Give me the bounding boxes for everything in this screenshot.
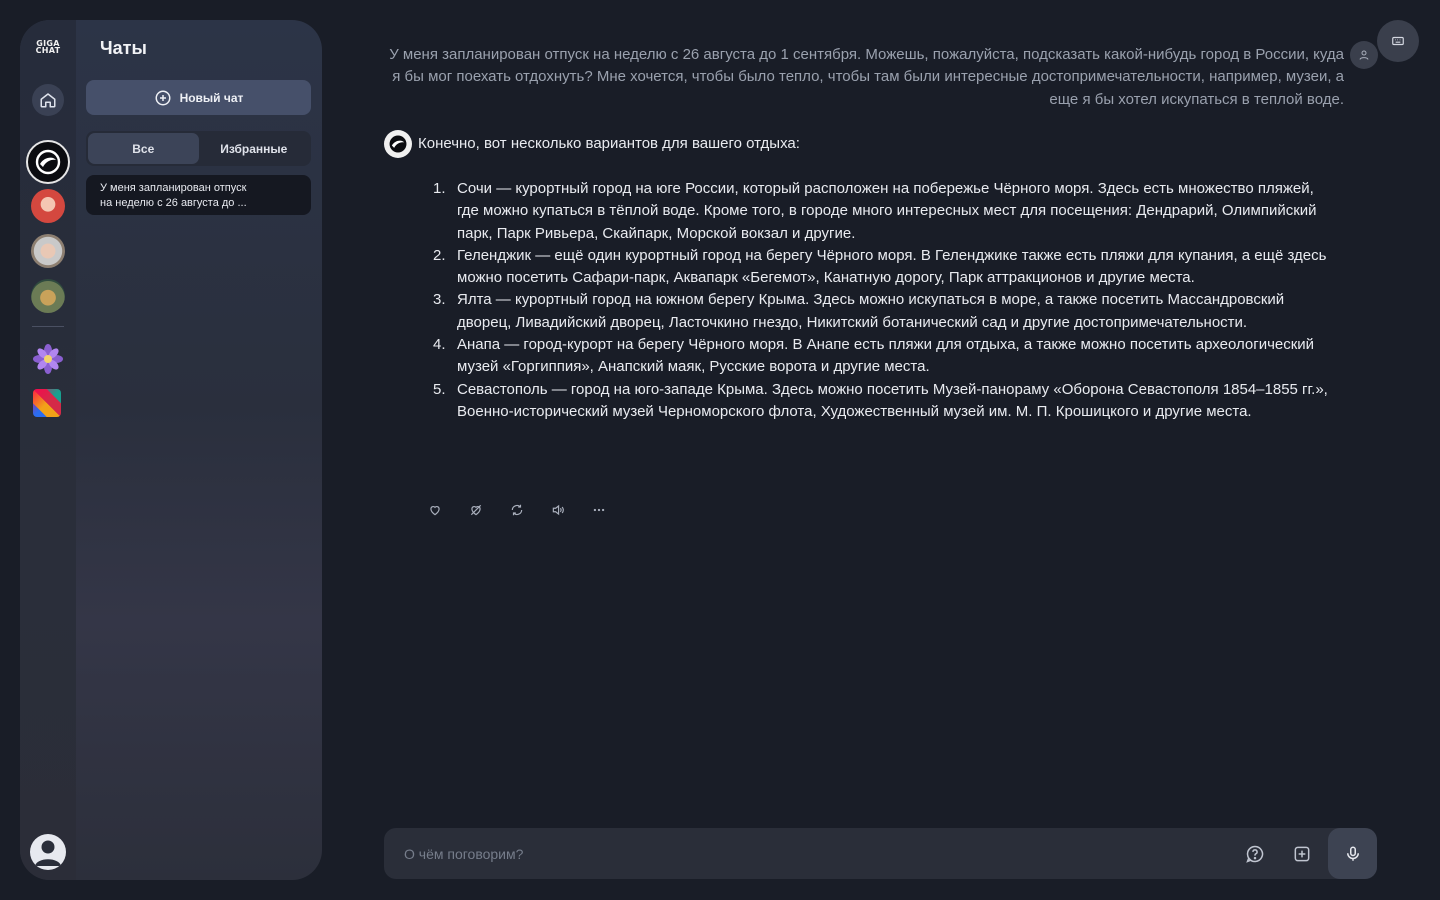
rail-divider — [32, 326, 64, 327]
chat-list-item[interactable] — [86, 175, 311, 215]
read-aloud-button[interactable] — [550, 502, 566, 518]
new-chat-label: Новый чат — [179, 90, 244, 105]
message-composer — [384, 828, 1377, 879]
tab-favorites[interactable]: Избранные — [220, 141, 288, 156]
tab-all[interactable]: Все — [88, 133, 199, 164]
list-item: 2. Геленджик — ещё один курортный город на берегу Чёрного моря. В Геленджике также есть пляжи для купания, а ещё здесь можно посетить Сафари-парк, Аквапарк «Бегемот», Канатную дорогу, Парк аттракционов и другие места. — [433, 246, 1327, 287]
list-item: 3. Ялта — курортный город на южном берегу Крыма. Здесь можно искупаться в море, а также посетить Массандровский дворец, Ливадийский дворец, Ласточкино гнездо, Никитский ботанический сад и другие достопримечательности. — [433, 291, 1285, 331]
user-icon — [30, 834, 66, 870]
help-icon — [1245, 844, 1265, 864]
character-avatar-cat[interactable] — [31, 279, 65, 313]
heart-crossed-icon — [469, 503, 483, 517]
more-button[interactable] — [591, 502, 607, 518]
bot-intro-text: Конечно, вот несколько вариантов для вашего отдыха: — [418, 135, 800, 152]
new-chat-button[interactable] — [86, 80, 311, 115]
profile-button[interactable] — [30, 834, 66, 870]
regenerate-button[interactable] — [509, 502, 525, 518]
character-avatar-red[interactable] — [31, 189, 65, 223]
list-item: 4. Анапа — город-курорт на берегу Чёрного моря. В Анапе есть пляжи для отдыха, а также можно посетить археологический музей «Горгиппия», Анапский маяк, Русские ворота и другие места. — [433, 336, 1315, 376]
chats-title: Чаты — [100, 38, 147, 58]
microphone-icon — [1344, 845, 1362, 863]
bot-avatar — [384, 130, 412, 158]
like-button[interactable] — [427, 502, 443, 518]
chat-filter-tabs — [86, 131, 311, 166]
add-square-icon — [1292, 844, 1312, 864]
user-message: У меня запланирован отпуск на неделю с 26 августа до 1 сентября. Можешь, пожалуйста, подсказать какой-нибудь город в России, куда я бы мог поехать отдохнуть? Мне хочется, чтобы было тепло, чтобы там были интересные достопримечательности, например, музеи, а еще я бы хотел искупаться в теплой воде. — [389, 46, 1344, 108]
message-actions — [427, 502, 607, 518]
attach-button[interactable] — [1291, 843, 1313, 865]
voice-input-button[interactable] — [1328, 828, 1377, 879]
heart-icon — [428, 503, 442, 517]
home-button[interactable] — [32, 84, 64, 116]
nav-rail — [20, 20, 76, 880]
speaker-icon — [551, 503, 565, 517]
gigachat-swirl-icon — [35, 149, 61, 175]
message-input[interactable] — [404, 828, 1224, 879]
keyboard-icon — [1391, 34, 1405, 48]
sidebar-panel — [20, 20, 322, 880]
gigachat-assistant-button[interactable] — [26, 140, 70, 184]
user-avatar — [1350, 41, 1378, 69]
character-avatar-glasses[interactable] — [31, 234, 65, 268]
plus-circle-icon — [154, 89, 172, 107]
refresh-icon — [510, 503, 524, 517]
keyboard-button[interactable] — [1377, 20, 1419, 62]
flower-icon[interactable] — [32, 343, 64, 375]
gigachat-swirl-icon — [388, 134, 408, 154]
dislike-button[interactable] — [468, 502, 484, 518]
user-icon — [1358, 49, 1370, 61]
home-icon — [39, 91, 57, 109]
more-dots-icon — [592, 503, 606, 517]
chat-item-line1: У меня запланирован отпуск — [100, 182, 247, 194]
gigachat-logo[interactable]: GIGA CHAT — [35, 39, 61, 55]
list-item: 1. Сочи — курортный город на юге России, который расположен на побережье Чёрного моря. Здесь есть множество пляжей, где можно купаться в тёплой воде. Кроме того, в городе много интересных мест для посещения: Дендрарий, Олимпийский парк, Парк Ривьера, Скайпарк, Морской вокзал и другие. — [433, 180, 1317, 242]
help-button[interactable] — [1244, 843, 1266, 865]
chat-item-line2: на неделю с 26 августа до ... — [100, 197, 247, 209]
art-thumbnail-icon[interactable] — [33, 389, 61, 417]
answer-list — [433, 178, 1333, 423]
list-item: 5. Севастополь — город на юго-западе Крыма. Здесь можно посетить Музей-панораму «Оборона Севастополя 1854–1855 гг.», Военно-исторический музей Черноморского флота, Художественный музей им. М. П. Крошицкого и другие места. — [433, 380, 1328, 420]
